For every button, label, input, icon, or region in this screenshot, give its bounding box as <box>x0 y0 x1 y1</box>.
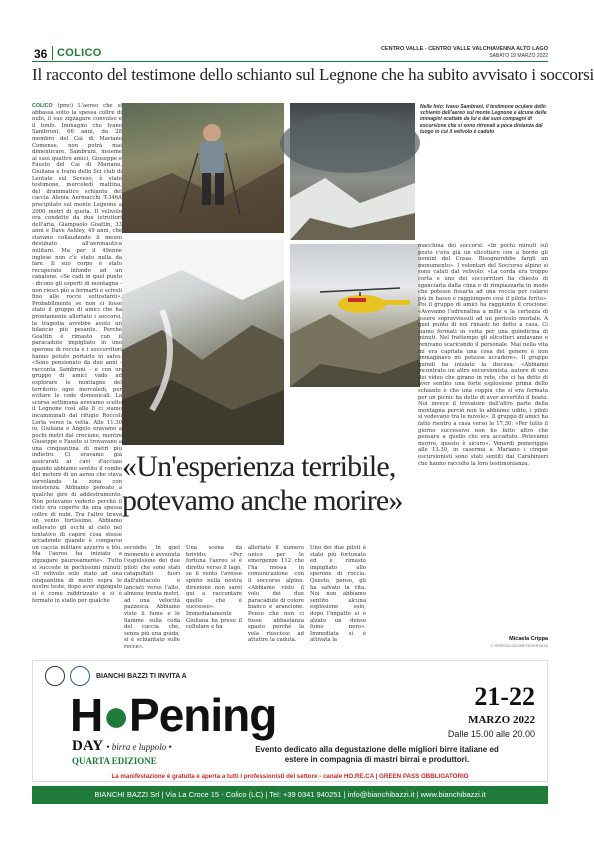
event-day <box>72 738 172 755</box>
logo-letter-h: H <box>70 689 103 741</box>
byline: Micaela Crippa <box>509 636 548 642</box>
pull-quote: «Un'esperienza terribile, potevamo anche morire» <box>122 450 403 517</box>
article-column-right <box>418 243 548 543</box>
article-kicker: COLICO <box>32 103 53 109</box>
photo-snowy-ridge <box>122 240 284 445</box>
event-edition: QUARTA EDIZIONE <box>72 756 157 766</box>
page-number: 36 <box>34 47 48 61</box>
photo-rescue-helicopter <box>290 244 420 387</box>
logo-suffix: ening <box>158 689 277 741</box>
ad-sponsor: BIANCHI BAZZI TI INVITA A <box>96 673 187 680</box>
photo-caption: Nelle foto: Ivano Sambrani, il testimone oculare dello schianto dell'aereo sul monte Legnone e alcune delle immagini scattate da lui e dai suoi compagni di escursione che si sono ritrovati a poca distanza dal luogo in cui il velivolo è caduto <box>420 104 547 135</box>
article-column-1 <box>32 103 122 604</box>
event-description: Evento dedicato alla degustazione delle migliori birre italiane ed estere in compagnia di mastri birrai e produttori. <box>255 745 499 764</box>
hop-cone-icon: ● <box>102 689 130 741</box>
article-column-5: Uno dei due piloti è stato più fortunato ed è rimasto impigliato allo sperone di roccia. Questo, penso, gli ha salvato la vita. Noi non abbiamo sentito alcuna esplosione solo, dopo l'impatto si è alzato un denso fumo nero». Immediata si è attivata la <box>310 545 366 644</box>
headline: Il racconto del testimone dello schianto sul Legnone che ha subito avvisato i soccorsi <box>32 65 594 84</box>
event-hours: Dalle 15.00 alle 20.00 <box>447 729 535 739</box>
day-label: DAY <box>72 738 103 754</box>
issue-date: SABATO 19 MARZO 2022 <box>489 53 548 59</box>
partner-logo-2 <box>70 666 90 686</box>
event-logo <box>70 689 277 741</box>
event-tagline: • birra e luppolo • <box>106 742 172 752</box>
article-column-3: Una scena da brivido: «Per fortuna l'aereo si è diretto verso il lago, se il vento l'avesse spinto nella nostra direzione non sarei qui a raccontare quello che è successo». Immediatamente Giuliana ha preso il cellulare e ha <box>186 545 242 631</box>
section-name: COLICO <box>57 47 102 59</box>
article-text-col1: (pmc) L'aereo che si abbassa sotto la spessa coltre di nubi, il suo zigzagare convulso e il tonfo. Immagini che Ivano Sambruni, 66 anni, da 28 membro del Cai di Mariano Comense, non potrà mai dimenticare. Sambruni, insieme ai suoi quattro amici, Giuseppe e Fausto del Cai di Mariano, Giuliana e Ivano dello Sci club di Lentate sul Seveso, è stato testimone, mercoledì mattina, del drammatico schianto del caccia Alenia Aermacchi T-346A precipitato sul monte Legnone a 2000 metri di quota. Il velivolo era condotto da due istruttori dell'aria, Giampaolo Goattin, 33 anni e Dave Ashley, 49 anni, che stavano collaudando il mezzo destinato all'aeronautica militare. Ma per il 49enne inglese non c'è stato nulla da fare. Il suo corpo è stato recuperato infondo ad un canalone. «Se cadi in quel punto - dicono gli esperti di montagna - non riesci più a fermarti e scivoli fino alle rocce sottostanti». Probabilmente se non ci fosse stato il gruppo di amici che ha prontamente allertato i soccorsi, la tragedia avrebbe avuto un bilancio più pesante. Perché Goattin è rimasto con il paracadute impigliato in uno sperone di roccia e i soccorritori hanno potuto portarlo in salvo. «Sono pensionato da due anni - racconta Sambruni - e con un gruppo di amici vado ad esplorare le montagne del territorio ogni mercoledì, per evitare le code domenicali. La scorsa settimana avevamo scelto il Legnone così alle 8 ci siamo incamminati dal rifugio Roccoli Lorla verso la vetta. Alle 11.30 io, Giuliana e Angelo eravamo a pochi metri dal crocione, mentre Giuseppe e Fausto si trovavano a una cinquantina di metri più indietro. Ci eravamo già assicurati ai cavi d'acciaio quando abbiamo sentito il rombo del motore di un aereo che stava sorvolando la zona con insistenza. Abbiamo pensato a qualche giro di addestramento. Non potevamo vederlo perché il cielo era coperto da una spessa coltre di nubi. Tra l'altro tirava un vento fortissimo. Abbiamo sollevato gli occhi al cielo nel tentativo di capire cosa stesse accadendo quando è comparso un caccia militare azzurro e blu. Ma l'aereo ha iniziato a zigzagare paurosamente». Tutto si succede in pochissimi minuti: «Il velivolo solo stato ad una cinquantina di metri sopra le nostre teste, dopo aver zigzagato si è come raddrizzato e si è fermato in stallo per qualche <box>32 103 122 604</box>
article-text-right: macchina dei soccorsi: «In pochi minuti sul posto c'era già un elicottero con a bordo gli uomini del Cnsas. Bisognerebbe fargli un monumento». I volontari del Soccorso alpino si sono calati dal velivolo: «La corda era troppo corta e uno dei soccorritori ha chiesto di sganciarla dalla cima e di rimpiazzarla in modo che potesse fissarla ad una roccia per calarsi più in basso e raggiungere così il pilota ferito». Poi il gruppo di amici ha raggiunto il crocione: «Avevamo l'adrenalina a mille e la certezza di essere sopravvissuti ad un pericolo mortale. A quel punto di noi rimasti ho detto a casa. Ci siamo fermati in vetta per una quindicina di minuti. Nel frattempo gli elicotteri andavano e venivano scaricando il personale. Mai nella vita mi era capitata una cosa del genere e non immaginavo mi potesse accadere». Il gruppo quindi ha iniziato la discesa: «Abbiamo incontrato un altro escursionista, autore di uno dei video che girano in rete, che ci ha detto di aver sentito una forte esplosione prima dello schianto e che una coppia che si era fermata per un picnic ha detto di aver avvertito il boato. Noi invece il trovatore dall'altro parte della montagna perciò non lo abbiamo udito, i piloti si vedevano tra le nuvole». Il gruppo di amici ha fatto rientro a casa verso le 17,30: «Per tutto il giorno successivo non ho fatto altro che pensare a quello che era accaduto. Potevamo morire, questo è sicuro». Venerdì pomeriggio alle 13.30, in caserma a Mariano i cinque escursionisti sono stati sentiti dai Carabinieri che hanno raccolto la loro testimonianza. <box>418 243 548 467</box>
copyright-note: © RIPRODUZIONE RISERVATA <box>490 643 548 648</box>
event-dates: 21-22 <box>474 682 535 711</box>
header-edition <box>381 46 548 59</box>
ad-contact-bar: BIANCHI BAZZI Srl | Via La Croce 15 - Colico (LC) | Tel: +39 0341 940251 | info@bianchibazzi.it | www.bianchibazzi.it <box>32 786 548 804</box>
photo-hiker <box>122 103 284 233</box>
event-note: La manifestazione è gratuita e aperta a tutti i professionisti del settore - canale HO.RE.CA | GREEN PASS OBBLIGATORIO <box>111 773 469 780</box>
logo-letter-p: P <box>129 689 159 741</box>
header-divider <box>52 46 53 60</box>
partner-logo-1 <box>45 666 65 686</box>
photo-clouds-mountain <box>290 103 415 240</box>
header-rule <box>32 61 548 62</box>
article-column-2: secondo. In quel momento è avvenuta l'espulsione dei due piloti che sono stati catapultati fuori dall'abitacolo e lanciati verso l'alto, almeno trenta metri, ad una velocità pazzesca. Abbiamo visto il fumo e le fiamme sulla coda del caccia che, senza più una guida, si è schiantato sulle rocce». <box>124 545 180 650</box>
article-column-4: allertato il numero unico per le emergenze 112 che l'ha messa in comunicazione con il soccorso alpino. «Abbiamo visto il volo dei due paracadute di colore bianco e arancione. Penso che non ci fosse abbastanza spazio perché la vela riuscisse ad attutire la caduta. <box>248 545 304 644</box>
event-month: MARZO 2022 <box>468 714 535 726</box>
edition-name: CENTRO VALLE - CENTRO VALLE VALCHIAVENNA ALTO LAGO <box>380 46 548 52</box>
